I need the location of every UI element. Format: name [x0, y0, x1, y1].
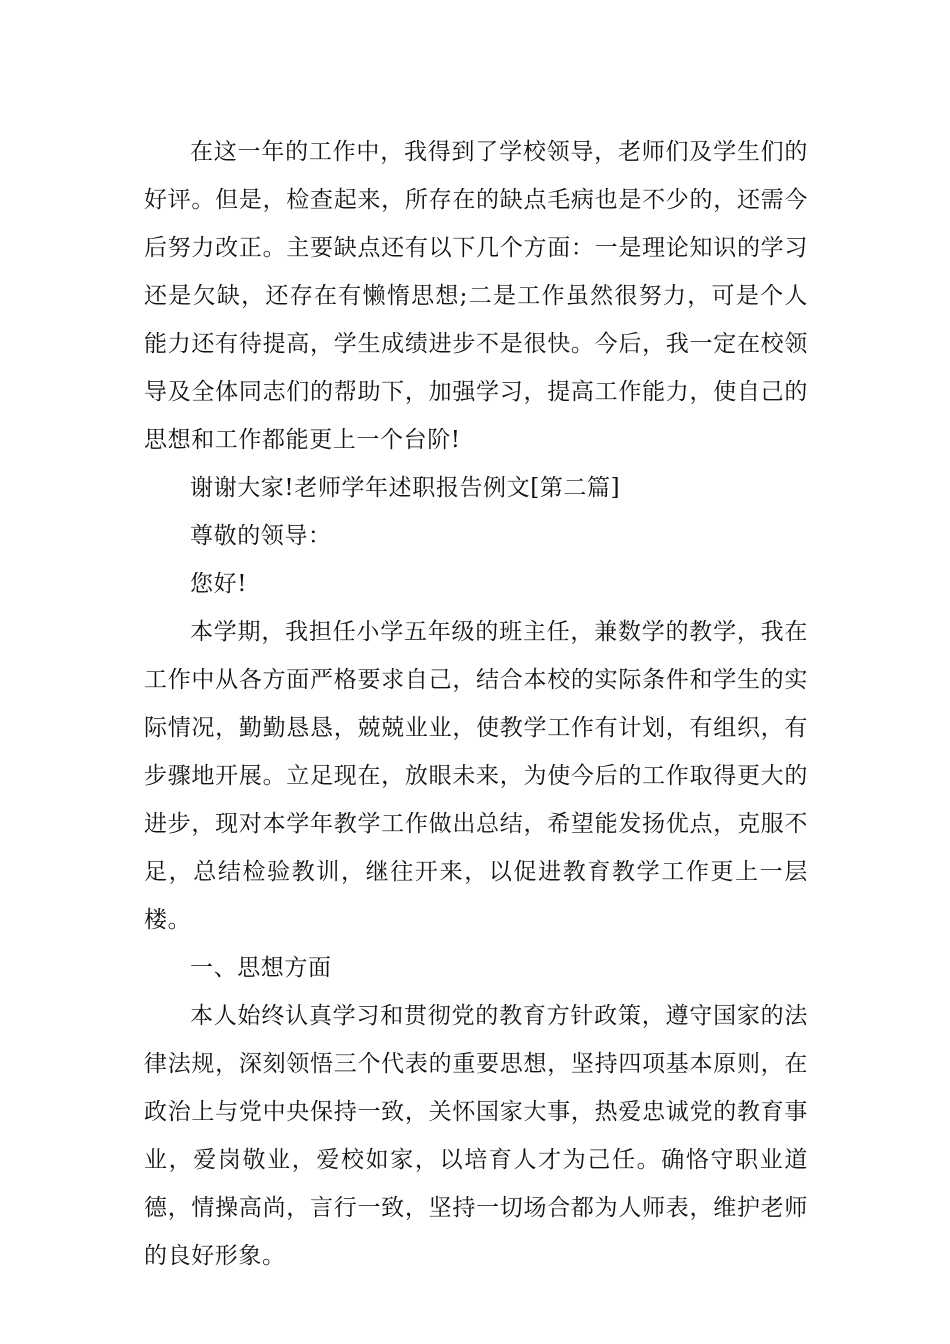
paragraph-thanks-and-title: 谢谢大家!老师学年述职报告例文[第二篇] — [190, 475, 621, 501]
paragraph-salutation: 尊敬的领导： — [190, 523, 332, 549]
paragraph-greeting: 您好! — [190, 571, 248, 597]
paragraph-thought: 本人始终认真学习和贯彻党的教育方针政策，遵守国家的法律法规，深刻领悟三个代表的重要思想，坚持四项基本原则，在政治上与党中央保持一致，关怀国家大事，热爱忠诚党的教育事业，爱岗敬业，爱校如家，以培育人才为己任。确恪守职业道德，情操高尚，言行一致，坚持一切场合都为人师表，维护老师的良好形象。 — [144, 1003, 808, 1269]
paragraph-introduction: 本学期，我担任小学五年级的班主任，兼数学的教学，我在工作中从各方面严格要求自己，结合本校的实际条件和学生的实际情况，勤勤恳恳，兢兢业业，使教学工作有计划，有组织，有步骤地开展。立足现在，放眼未来，为使今后的工作取得更大的进步，现对本学年教学工作做出总结，希望能发扬优点，克服不足，总结检验教训，继往开来，以促进教育教学工作更上一层楼。 — [144, 619, 808, 933]
paragraph-self-assessment: 在这一年的工作中，我得到了学校领导，老师们及学生们的好评。但是，检查起来，所存在的缺点毛病也是不少的，还需今后努力改正。主要缺点还有以下几个方面：一是理论知识的学习还是欠缺，还存在有懒惰思想;二是工作虽然很努力，可是个人能力还有待提高，学生成绩进步不是很快。今后，我一定在校领导及全体同志们的帮助下，加强学习，提高工作能力，使自己的思想和工作都能更上一个台阶! — [144, 139, 808, 453]
section-heading-thought: 一、思想方面 — [190, 955, 332, 981]
document-body — [144, 128, 808, 1280]
